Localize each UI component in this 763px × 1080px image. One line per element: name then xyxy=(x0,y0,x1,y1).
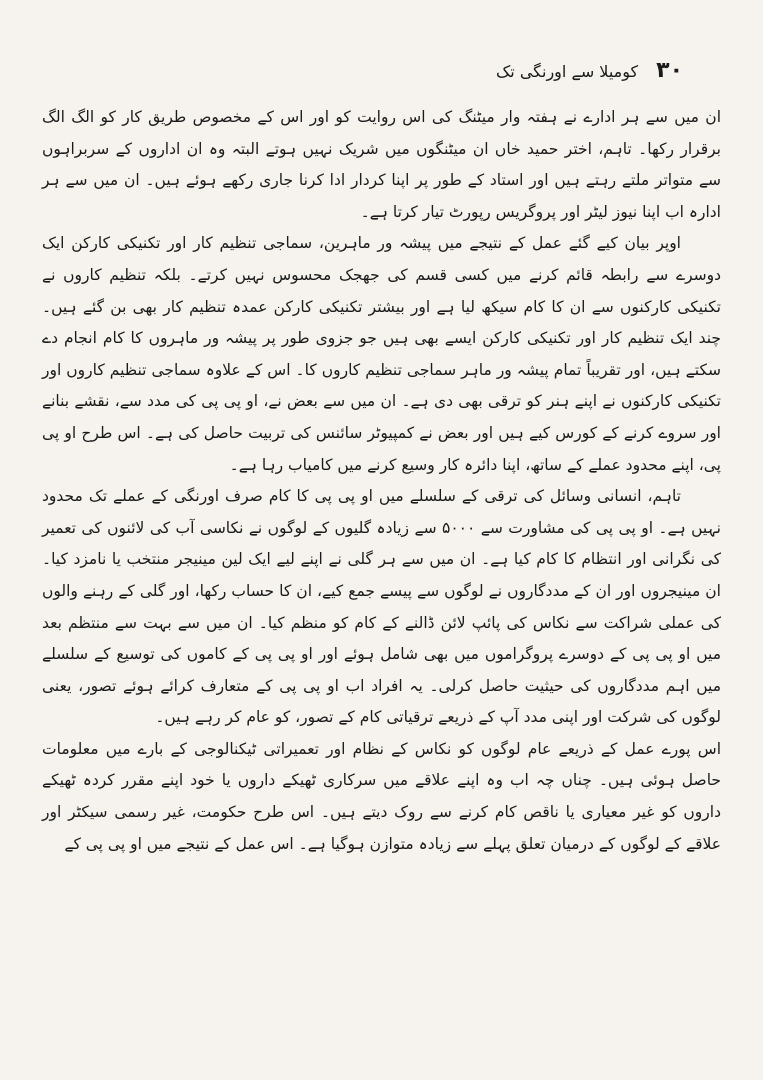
paragraph: اوپر بیان کیے گئے عمل کے نتیجے میں پیشہ ور ماہرین، سماجی تنظیم کار اور تکنیکی کارکن ایک دوسرے سے رابطہ قائم کرنے میں کسی قسم کی جھجک محسوس نہیں کرتے۔ بلکہ تنظیم کاروں نے تکنیکی کارکنوں سے ان کا کام سیکھ لیا ہے اور بیشتر تکنیکی کارکن عمدہ تنظیم کار بھی بن گئے ہیں۔ چند ایک تنظیم کار اور تکنیکی کارکن ایسے بھی ہیں جو جزوی طور پر پیشہ ور ماہروں کا کام انجام دے سکتے ہیں، اور تقریباً تمام پیشہ ور ماہر سماجی تنظیم کاروں کا۔ اس کے علاوہ سماجی تنظیم کاروں اور تکنیکی کارکنوں نے اپنے ہنر کو ترقی بھی دی ہے۔ ان میں سے بعض نے، او پی پی کی مدد سے، نقشے بنانے اور سروے کرنے کے کورس کیے ہیں اور بعض نے کمپیوٹر سائنس کی تربیت حاصل کی ہے۔ اس طرح او پی پی، اپنے محدود عملے کے ساتھ، اپنا دائرہ کار وسیع کرنے میں کامیاب رہا ہے۔ xyxy=(42,234,721,474)
paragraph: ان میں سے ہر ادارے نے ہفتہ وار میٹنگ کی اس روایت کو اور اس کے مخصوص طریق کار کو الگ الگ برقرار رکھا۔ تاہم، اختر حمید خاں ان میٹنگوں میں شریک نہیں ہوتے البتہ وہ ان اداروں کے سربراہوں سے متواتر ملتے رہتے ہیں اور استاد کے طور پر اپنا کردار ادا کرنا جاری رکھے ہوئے ہیں۔ ان میں سے ہر ادارہ اب اپنا نیوز لیٹر اور پروگریس رپورٹ تیار کرتا ہے۔ xyxy=(42,108,721,221)
body-text xyxy=(42,102,721,860)
page-header xyxy=(42,58,721,102)
paragraph: تاہم، انسانی وسائل کی ترقی کے سلسلے میں او پی پی کا کام صرف اورنگی کے عملے تک محدود نہیں ہے۔ او پی پی کی مشاورت سے ۵۰۰۰ سے زیادہ گلیوں کے لوگوں نے نکاسی آب کی لائنوں کی تعمیر کی نگرانی اور انتظام کا کام کیا ہے۔ ان میں سے ہر گلی نے اپنے لیے ایک لین مینیجر منتخب یا نامزد کیا۔ ان مینیجروں اور ان کے مددگاروں نے لوگوں سے پیسے جمع کیے، ان کا حساب رکھا، اور گلی کے رہنے والوں کی عملی شراکت سے نکاس کی پائپ لائن ڈالنے کے کام کو منظم کیا۔ ان میں سے بہت سے منتظم بعد میں او پی پی کے دوسرے پروگراموں میں بھی شامل ہوئے اور او پی پی کے کاموں کی توسیع کے سلسلے میں اہم مددگاروں کی حیثیت حاصل کرلی۔ یہ افراد اب او پی پی کے متعارف کرائے ہوئے تصور، یعنی لوگوں کی شرکت اور اپنی مدد آپ کے ذریعے ترقیاتی کام کے تصور، کو عام کر رہے ہیں۔ xyxy=(42,487,721,727)
running-title: کومیلا سے اورنگی تک xyxy=(495,62,639,81)
paragraph: اس پورے عمل کے ذریعے عام لوگوں کو نکاس کے نظام اور تعمیراتی ٹیکنالوجی کے بارے میں معلومات حاصل ہوئی ہیں۔ چناں چہ اب وہ اپنے علاقے میں سرکاری ٹھیکے داروں یا خود اپنے مقرر کردہ ٹھیکے داروں کو غیر معیاری یا ناقص کام کرنے سے روک دیتے ہیں۔ اس طرح حکومت، غیر رسمی سیکٹر اور علاقے کے لوگوں کے درمیان تعلق پہلے سے زیادہ متوازن ہوگیا ہے۔ اس عمل کے نتیجے میں او پی پی کے xyxy=(42,739,721,853)
page-number: ۳۰ xyxy=(656,58,683,83)
